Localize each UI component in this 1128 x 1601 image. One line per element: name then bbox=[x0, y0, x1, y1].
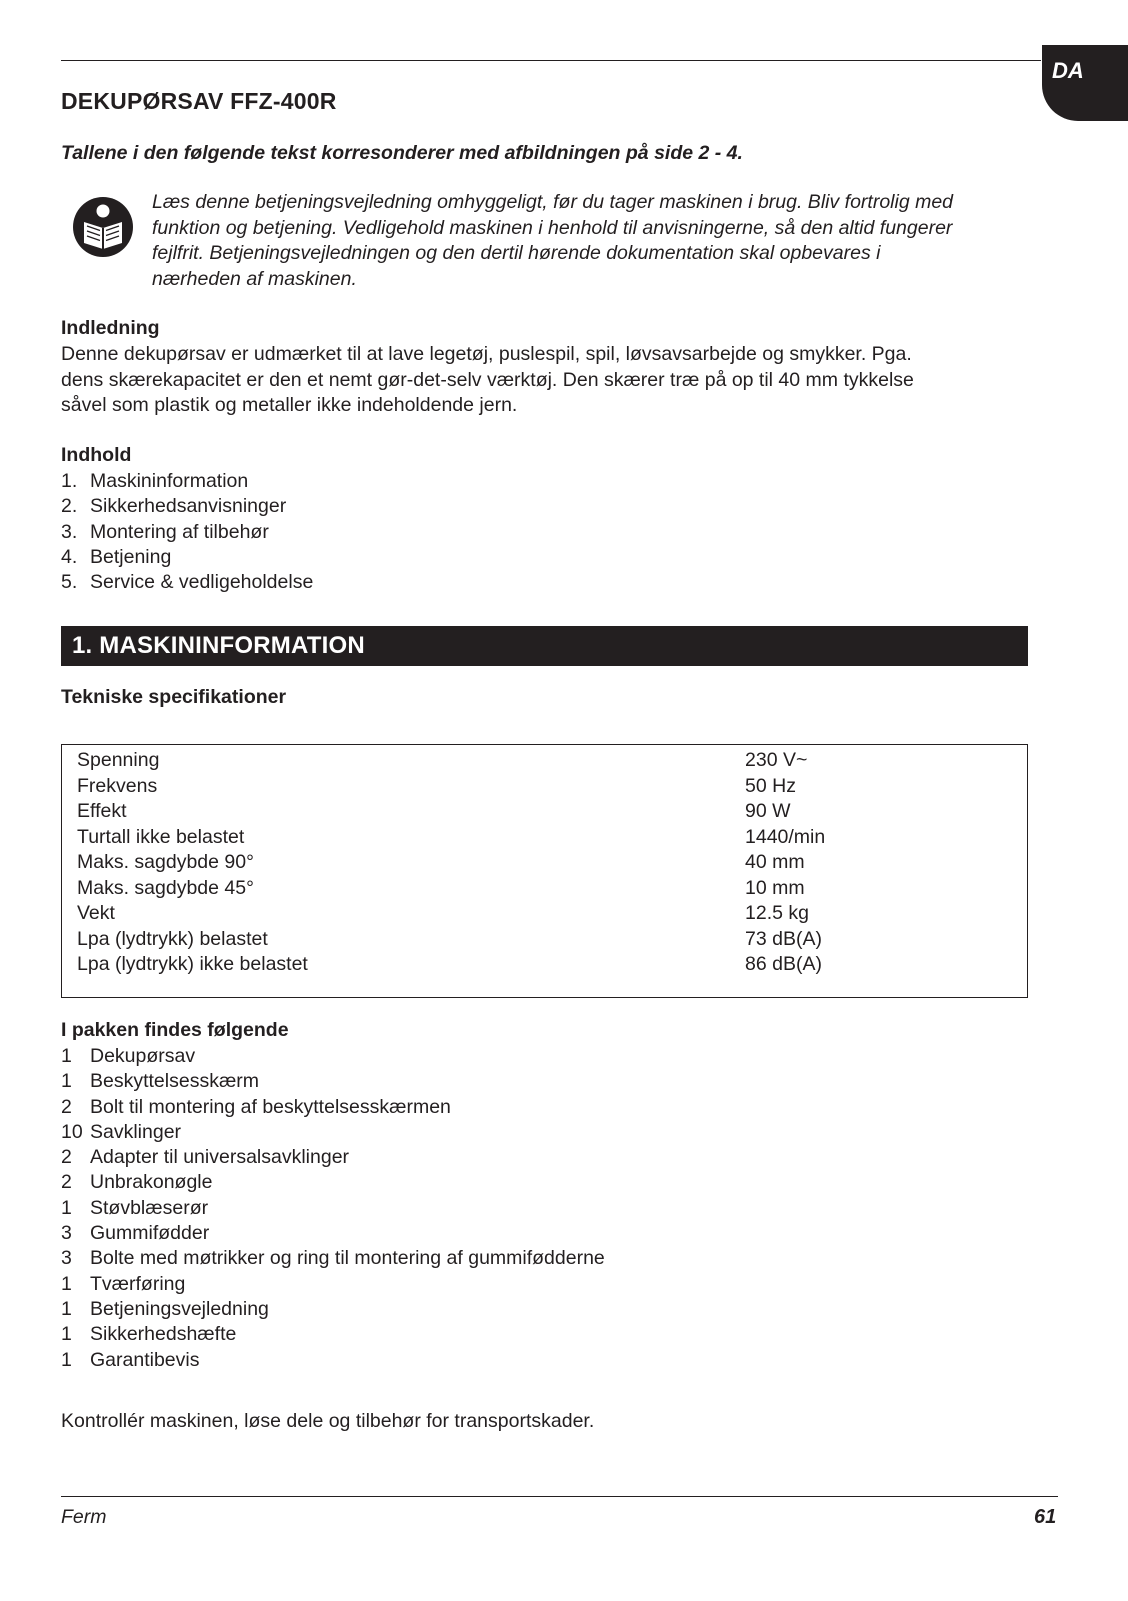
list-item: 3. Montering af tilbehør bbox=[61, 520, 269, 543]
page-number: 61 bbox=[1034, 1506, 1057, 1528]
table-row: Lpa (lydtrykk) ikke belastet 86 dB(A) bbox=[77, 953, 822, 975]
list-item: 1. Maskininformation bbox=[61, 470, 249, 492]
table-row: Lpa (lydtrykk) belastet 73 dB(A) bbox=[77, 927, 822, 950]
list-item: 3 Gummifødder bbox=[61, 1222, 210, 1245]
section-header bbox=[61, 626, 1028, 666]
list-item: 4. Betjening bbox=[61, 545, 172, 568]
indledning-text bbox=[61, 342, 914, 419]
indledning-line: såvel som plastik og metaller ikke indeholdende jern. bbox=[61, 394, 518, 416]
table-row: Maks. sagdybde 45° 10 mm bbox=[77, 876, 805, 899]
list-item: 1 Tværføring bbox=[61, 1272, 186, 1295]
intro-text bbox=[152, 190, 1052, 292]
spec-table bbox=[61, 744, 1028, 998]
specs-heading: Tekniske specifikationer bbox=[61, 686, 287, 708]
list-item: 10 Savklinger bbox=[61, 1120, 182, 1143]
table-row: Effekt 90 W bbox=[77, 800, 791, 822]
intro-line: Læs denne betjeningsvejledning omhyggeligt, før du tager maskinen i brug. Bliv fortrolig med bbox=[152, 191, 954, 213]
intro-line: nærheden af maskinen. bbox=[152, 267, 357, 290]
closing-text: Kontrollér maskinen, løse dele og tilbehør for transportskader. bbox=[61, 1410, 595, 1432]
page-title: DEKUPØRSAV FFZ-400R bbox=[61, 88, 337, 114]
list-item: 1 Betjeningsvejledning bbox=[61, 1297, 269, 1320]
table-row: Spenning 230 V~ bbox=[77, 749, 808, 771]
table-row: Maks. sagdybde 90° 40 mm bbox=[77, 851, 805, 873]
indhold-heading: Indhold bbox=[61, 444, 132, 466]
table-row: Vekt 12.5 kg bbox=[77, 902, 809, 924]
list-item: 2 Bolt til montering af beskyttelsesskærmen bbox=[61, 1095, 451, 1118]
indledning-line: Denne dekupørsav er udmærket til at lave legetøj, puslespil, spil, løvsavsarbejde og smykker. Pga. bbox=[61, 343, 912, 365]
list-item: 2. Sikkerhedsanvisninger bbox=[61, 495, 287, 518]
list-item: 1 Støvblæserør bbox=[61, 1196, 209, 1219]
list-item: 3 Bolte med møtrikker og ring til montering af gummifødderne bbox=[61, 1247, 605, 1270]
language-tab bbox=[1042, 45, 1128, 121]
indledning-line: dens skærekapacitet er den et nemt gør-det-selv værktøj. Den skærer træ på op til 40 mm tykkelse bbox=[61, 368, 914, 391]
subtitle: Tallene i den følgende tekst korresonderer med afbildningen på side 2 - 4. bbox=[61, 142, 743, 164]
list-item: 5. Service & vedligeholdelse bbox=[61, 571, 314, 594]
list-item: 2 Adapter til universalsavklinger bbox=[61, 1146, 350, 1169]
list-item: 1 Dekupørsav bbox=[61, 1045, 196, 1067]
indhold-list bbox=[61, 469, 313, 595]
indledning-heading: Indledning bbox=[61, 317, 160, 339]
list-item: 2 Unbrakonøgle bbox=[61, 1171, 213, 1194]
package-list bbox=[61, 1044, 605, 1373]
intro-line: fejlfrit. Betjeningsvejledningen og den dertil hørende dokumentation skal opbevares i bbox=[152, 242, 881, 264]
table-row: Frekvens 50 Hz bbox=[77, 774, 796, 797]
section-title: 1. MASKININFORMATION bbox=[72, 632, 365, 659]
intro-line: funktion og betjening. Vedligehold maskinen i henhold til anvisningerne, så den altid fungerer bbox=[152, 216, 953, 239]
read-manual-icon bbox=[72, 196, 134, 258]
footer-brand: Ferm bbox=[61, 1506, 107, 1528]
table-row: Turtall ikke belastet 1440/min bbox=[77, 825, 826, 848]
bottom-rule bbox=[61, 1496, 1058, 1497]
language-label: DA bbox=[1052, 58, 1084, 83]
top-rule bbox=[61, 60, 1041, 61]
package-heading: I pakken findes følgende bbox=[61, 1019, 289, 1041]
list-item: 1 Beskyttelsesskærm bbox=[61, 1070, 260, 1093]
list-item: 1 Garantibevis bbox=[61, 1348, 200, 1371]
list-item: 1 Sikkerhedshæfte bbox=[61, 1323, 237, 1346]
